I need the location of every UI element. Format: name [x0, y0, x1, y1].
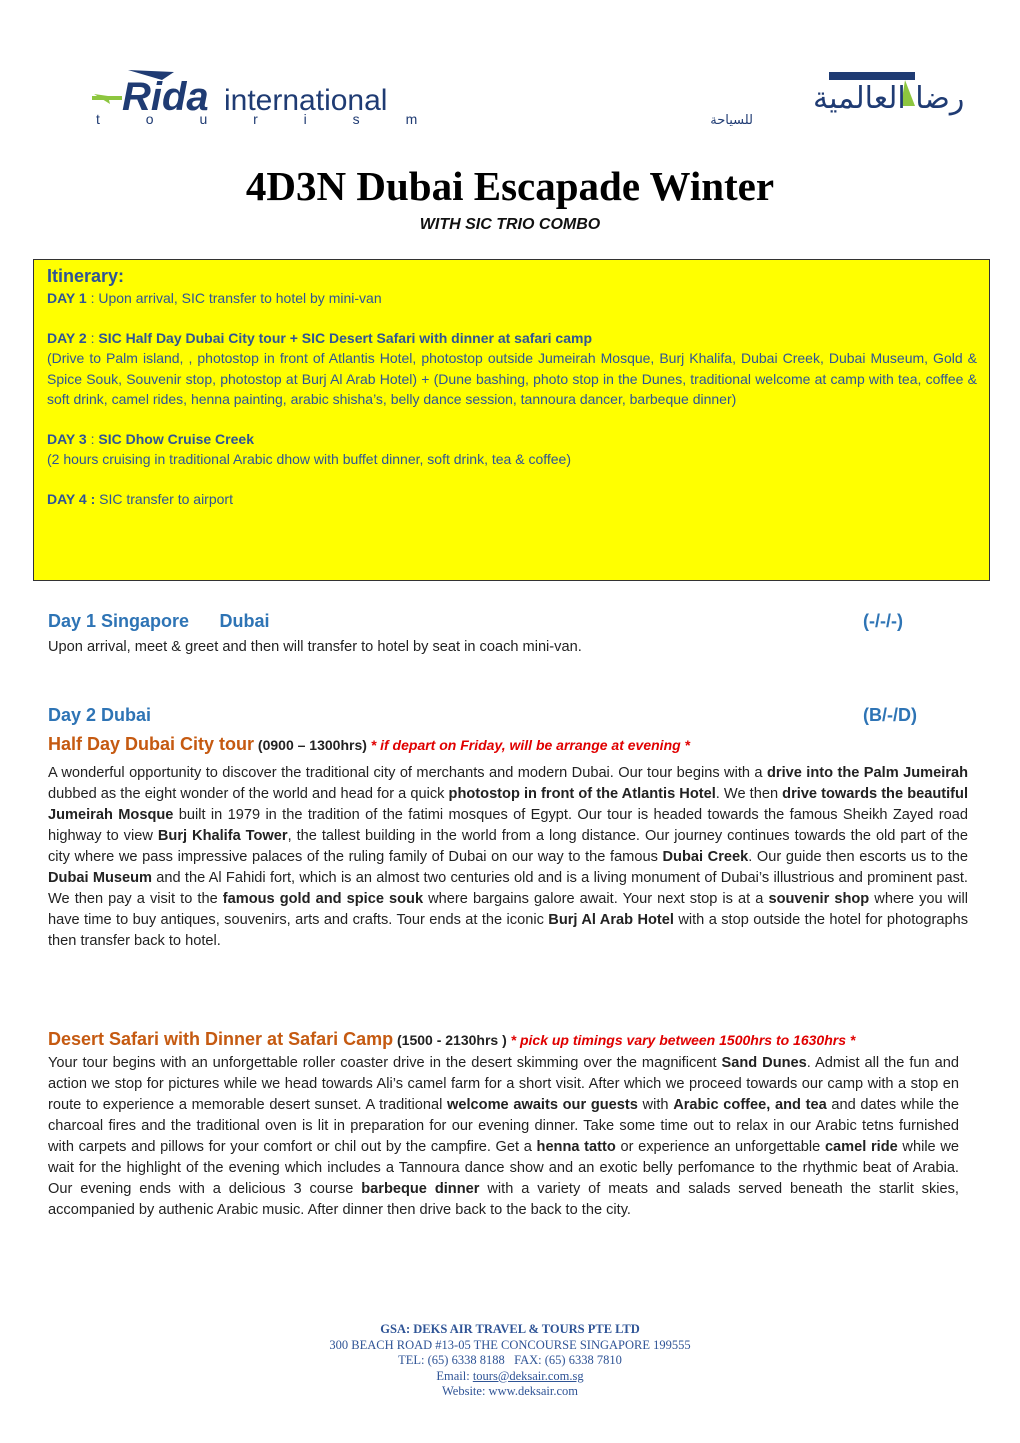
itinerary-box [33, 259, 990, 581]
page-title: 4D3N Dubai Escapade Winter [245, 163, 775, 209]
itinerary-day2-desc: (Drive to Palm island, , photostop in front of Atlantis Hotel, photostop outside Jumeirah Mosque, Burj Khalifa, Dubai Creek, Dubai Museum, Gold & Spice Souk, Souvenir stop, photostop at Burj Al Arab Hotel) + (Dune bashing, photo stop in the Dunes, traditional welcome at camp with tea, coffee & soft drink, camel rides, henna painting, arabic shisha’s, belly dance session, tannoura dancer, barbeque dinner) [47, 350, 977, 407]
day1-heading-to: Dubai [219, 611, 270, 631]
itinerary-day3-desc: (2 hours cruising in traditional Arabic dhow with buffet dinner, soft drink, tea & coffee) [47, 451, 571, 467]
tour2-time: (1500 - 2130hrs ) [393, 1032, 507, 1048]
tour1-note: * if depart on Friday, will be arrange at evening * [366, 737, 691, 753]
footer-address: 300 BEACH ROAD #13-05 THE CONCOURSE SINGAPORE 199555 [329, 1337, 691, 1352]
logo-international-text: international [224, 84, 388, 117]
page-subtitle: WITH SIC TRIO COMBO [419, 216, 601, 233]
footer-phone: TEL: (65) 6338 8188 FAX: (65) 6338 7810 [398, 1353, 622, 1367]
company-logo [88, 66, 965, 128]
tour2-note: * pick up timings vary between 1500hrs to 1630hrs * [506, 1032, 856, 1048]
footer-website: Website: www.deksair.com [442, 1384, 578, 1398]
day1-heading-row [48, 611, 903, 632]
tour2-description: Your tour begins with an unforgettable roller coaster drive in the desert skimming over the magnificent Sand Dunes. Admist all the fun and action we stop for pictures while we head towards Ali’s camel farm for a short visit. After which we proceed towards our camp with a stop en route to experience a memorable desert sunset. A traditional welcome awaits our guests with Arabic coffee, and tea and dates while the charcoal fires and the traditional oven is lit in preparation for our evening dinner. Take some time out to relax in our Arabic tetns furnished with carpets and pillows for your comfort or chil out by the campfire. Get a henna tatto or experience an unforgettable camel ride while we wait for the highlight of the evening which includes a Tannoura dance show and an exotic belly perfomance to the rhythmic beat of Arabia. Our evening ends with a delicious 3 course barbeque dinner with a variety of meats and salads served beneath the starlit skies, accompanied by authenic Arabic music. After dinner then drive back to the back to the city. [48, 1055, 960, 1218]
itinerary-day1: DAY 1 : Upon arrival, SIC transfer to hotel by mini-van [47, 290, 382, 306]
itinerary-day3: DAY 3 : SIC Dhow Cruise Creek [47, 430, 254, 447]
tour2-title-row [48, 1029, 983, 1050]
itinerary-heading: Itinerary: [47, 266, 125, 286]
day2-meals: (B/-/D) [863, 705, 917, 725]
day1-heading-from: Day 1 Singapore [48, 611, 190, 631]
footer-email-row: Email: tours@deksair.com.sg [436, 1368, 584, 1383]
tour1-title-row [48, 734, 978, 755]
logo-rida-text: Rida [122, 75, 209, 119]
footer [0, 1322, 1020, 1400]
tour1-time: (0900 – 1300hrs) [254, 737, 367, 753]
tour2-title: Desert Safari with Dinner at Safari Camp [48, 1029, 394, 1049]
day2-heading-row [48, 705, 917, 726]
itinerary-day4: DAY 4 : SIC transfer to airport [47, 490, 233, 507]
itinerary-day2: DAY 2 : SIC Half Day Dubai City tour + SIC Desert Safari with dinner at safari camp [47, 329, 593, 346]
logo-arabic [513, 66, 965, 128]
tour1-description: A wonderful opportunity to discover the traditional city of merchants and modern Dubai. Our tour begins with a drive into the Palm Jumeirah dubbed as the eight wonder of the world and head for a quick photostop in front of the Atlantis Hotel. We then drive towards the beautiful Jumeirah Mosque built in 1979 in the tradition of the fatimi mosques of Egypt. Our tour is headed towards the famous Sheikh Zayed road highway to view Burj Khalifa Tower, the tallest building in the world from a long distance. Our journey continues towards the old part of the city where we pass impressive palaces of the ruling family of Dubai on our way to the famous Dubai Creek. Our guide then escorts us to the Dubai Museum and the Al Fahidi fort, which is an almost two centuries old and is a living monument of Dubai’s illustrious and prominent past. We then pay a visit to the famous gold and spice souk where bargains galore await. Your next stop is at a souvenir shop where you will have time to buy antiques, souvenirs, arts and crafts. Tour ends at the iconic Burj Al Arab Hotel with a stop outside the hotel for photographs then transfer back to hotel. [48, 765, 969, 949]
logo-english [88, 66, 488, 128]
logo-arabic-text: رضا العالمية [813, 81, 965, 116]
footer-email-link[interactable]: tours@deksair.com.sg [472, 1368, 584, 1383]
tour1-title: Half Day Dubai City tour [48, 734, 255, 754]
day1-meals: (-/-/-) [863, 611, 903, 631]
logo-arabic-sub: للسياحة [710, 113, 753, 128]
day1-text: Upon arrival, meet & greet and then will transfer to hotel by seat in coach mini-van. [48, 639, 582, 655]
logo-tourism-text: t o u r i s m [96, 111, 439, 127]
day2-heading: Day 2 Dubai [48, 705, 152, 725]
footer-company: GSA: DEKS AIR TRAVEL & TOURS PTE LTD [380, 1322, 640, 1336]
